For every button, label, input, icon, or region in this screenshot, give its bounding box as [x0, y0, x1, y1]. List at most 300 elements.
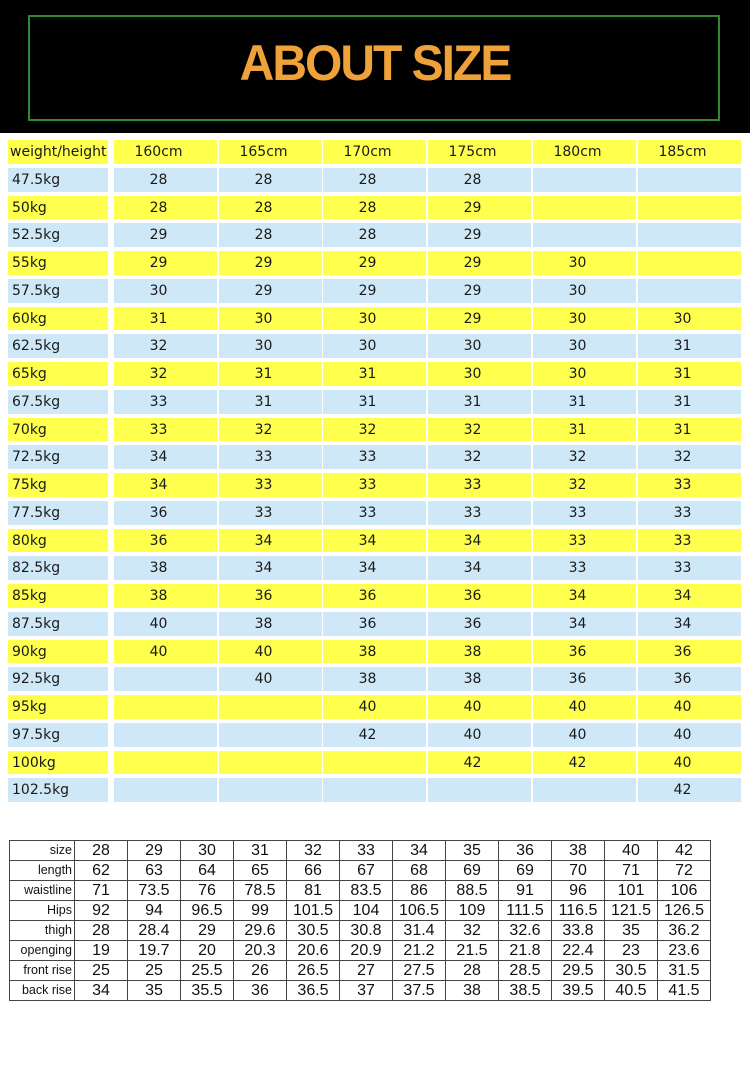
size-cell: 32 — [219, 418, 322, 442]
weight-label: 52.5kg — [8, 223, 108, 247]
size-cell — [638, 279, 741, 303]
size-cell — [533, 168, 636, 192]
size-cell — [323, 778, 426, 802]
measure-value: 33.8 — [552, 921, 605, 941]
size-cell: 34 — [533, 612, 636, 636]
table-row — [8, 418, 744, 442]
size-cell: 40 — [323, 695, 426, 719]
size-cell: 38 — [219, 612, 322, 636]
height-header: 160cm — [114, 140, 217, 164]
size-cell — [219, 695, 322, 719]
size-cell: 33 — [114, 390, 217, 414]
size-cell: 30 — [533, 279, 636, 303]
measure-value: 69 — [499, 861, 552, 881]
measure-value: 32 — [446, 921, 499, 941]
size-cell: 33 — [219, 473, 322, 497]
measure-value: 78.5 — [234, 881, 287, 901]
measure-value: 29 — [128, 841, 181, 861]
measure-value: 26 — [234, 961, 287, 981]
measure-value: 121.5 — [605, 901, 658, 921]
size-cell: 40 — [638, 751, 741, 775]
weight-label: 57.5kg — [8, 279, 108, 303]
size-cell: 29 — [428, 223, 531, 247]
table-row — [8, 279, 744, 303]
size-cell: 38 — [323, 640, 426, 664]
table-row — [8, 501, 744, 525]
measure-value: 35 — [605, 921, 658, 941]
table-row — [8, 223, 744, 247]
measure-value: 28.4 — [128, 921, 181, 941]
size-cell: 40 — [428, 723, 531, 747]
size-cell: 30 — [638, 307, 741, 331]
measure-label: waistline — [10, 881, 75, 901]
size-cell: 30 — [114, 279, 217, 303]
measure-value: 31 — [234, 841, 287, 861]
size-cell: 28 — [219, 196, 322, 220]
measure-value: 36 — [499, 841, 552, 861]
size-cell: 33 — [638, 473, 741, 497]
size-cell: 38 — [428, 640, 531, 664]
measure-value: 38 — [446, 981, 499, 1001]
measure-value: 68 — [393, 861, 446, 881]
measure-value: 27.5 — [393, 961, 446, 981]
size-cell: 36 — [428, 584, 531, 608]
size-cell: 31 — [323, 362, 426, 386]
size-cell: 36 — [428, 612, 531, 636]
size-cell: 34 — [638, 612, 741, 636]
table-row — [8, 334, 744, 358]
measure-row — [10, 921, 711, 941]
weight-label: 75kg — [8, 473, 108, 497]
size-cell: 38 — [428, 667, 531, 691]
measure-value: 39.5 — [552, 981, 605, 1001]
size-cell: 36 — [638, 667, 741, 691]
measure-value: 29 — [181, 921, 234, 941]
size-cell: 29 — [219, 251, 322, 275]
weight-label: 102.5kg — [8, 778, 108, 802]
measure-value: 62 — [75, 861, 128, 881]
size-cell: 36 — [638, 640, 741, 664]
measure-value: 116.5 — [552, 901, 605, 921]
measure-label: size — [10, 841, 75, 861]
size-cell: 36 — [114, 529, 217, 553]
measure-value: 106 — [658, 881, 711, 901]
measure-value: 92 — [75, 901, 128, 921]
measure-value: 36 — [234, 981, 287, 1001]
table-row — [8, 196, 744, 220]
measurement-table — [9, 840, 711, 1001]
weight-label: 65kg — [8, 362, 108, 386]
measure-value: 21.8 — [499, 941, 552, 961]
measure-value: 96.5 — [181, 901, 234, 921]
size-cell: 28 — [323, 168, 426, 192]
size-cell: 33 — [428, 501, 531, 525]
size-cell: 29 — [114, 251, 217, 275]
measure-value: 71 — [605, 861, 658, 881]
size-cell: 40 — [533, 695, 636, 719]
table-row — [8, 445, 744, 469]
size-cell: 30 — [323, 307, 426, 331]
size-cell — [533, 196, 636, 220]
size-cell: 36 — [114, 501, 217, 525]
size-cell: 28 — [323, 196, 426, 220]
size-cell: 33 — [638, 529, 741, 553]
measure-value: 38.5 — [499, 981, 552, 1001]
height-header: 165cm — [219, 140, 322, 164]
height-header: 180cm — [533, 140, 636, 164]
size-cell: 33 — [533, 501, 636, 525]
size-cell: 28 — [323, 223, 426, 247]
measure-value: 22.4 — [552, 941, 605, 961]
measure-value: 126.5 — [658, 901, 711, 921]
size-cell: 30 — [323, 334, 426, 358]
weight-label: 85kg — [8, 584, 108, 608]
measure-value: 70 — [552, 861, 605, 881]
size-cell — [219, 723, 322, 747]
measure-value: 33 — [340, 841, 393, 861]
table-row — [8, 778, 744, 802]
size-cell: 34 — [428, 529, 531, 553]
size-cell: 40 — [638, 723, 741, 747]
size-cell: 28 — [219, 168, 322, 192]
table-row — [8, 640, 744, 664]
size-cell: 32 — [428, 418, 531, 442]
measure-value: 94 — [128, 901, 181, 921]
measure-value: 37 — [340, 981, 393, 1001]
measure-value: 28 — [446, 961, 499, 981]
size-cell: 31 — [219, 362, 322, 386]
measure-value: 40.5 — [605, 981, 658, 1001]
size-cell — [114, 695, 217, 719]
size-cell: 31 — [533, 390, 636, 414]
measure-value: 20.6 — [287, 941, 340, 961]
measure-value: 23.6 — [658, 941, 711, 961]
size-cell: 30 — [533, 251, 636, 275]
weight-label: 55kg — [8, 251, 108, 275]
size-cell: 36 — [533, 667, 636, 691]
table-row — [8, 723, 744, 747]
measure-value: 19.7 — [128, 941, 181, 961]
size-cell: 34 — [323, 556, 426, 580]
size-cell: 38 — [114, 584, 217, 608]
size-cell — [533, 778, 636, 802]
size-cell: 36 — [533, 640, 636, 664]
size-cell: 40 — [114, 612, 217, 636]
weight-label: 60kg — [8, 307, 108, 331]
measure-label: front rise — [10, 961, 75, 981]
measure-value: 30.5 — [605, 961, 658, 981]
measure-value: 28.5 — [499, 961, 552, 981]
measure-value: 36.2 — [658, 921, 711, 941]
measure-value: 96 — [552, 881, 605, 901]
measure-value: 32.6 — [499, 921, 552, 941]
measure-value: 38 — [552, 841, 605, 861]
size-cell: 34 — [323, 529, 426, 553]
size-cell: 32 — [323, 418, 426, 442]
size-cell — [533, 223, 636, 247]
size-cell: 33 — [533, 529, 636, 553]
size-cell: 34 — [428, 556, 531, 580]
height-header: 185cm — [638, 140, 741, 164]
weight-label: 90kg — [8, 640, 108, 664]
measure-value: 28 — [75, 921, 128, 941]
size-cell: 40 — [428, 695, 531, 719]
measure-value: 104 — [340, 901, 393, 921]
size-cell: 30 — [428, 334, 531, 358]
measure-value: 21.5 — [446, 941, 499, 961]
size-cell: 42 — [533, 751, 636, 775]
size-cell: 33 — [533, 556, 636, 580]
measure-value: 30.5 — [287, 921, 340, 941]
size-cell: 40 — [114, 640, 217, 664]
measure-value: 35 — [128, 981, 181, 1001]
size-cell: 31 — [533, 418, 636, 442]
size-cell: 33 — [219, 501, 322, 525]
size-cell: 34 — [114, 473, 217, 497]
measure-value: 41.5 — [658, 981, 711, 1001]
measure-value: 19 — [75, 941, 128, 961]
weight-label: 82.5kg — [8, 556, 108, 580]
size-cell: 38 — [323, 667, 426, 691]
measure-value: 20.9 — [340, 941, 393, 961]
weight-label: 50kg — [8, 196, 108, 220]
size-cell — [114, 751, 217, 775]
table-row — [8, 695, 744, 719]
size-cell: 29 — [428, 196, 531, 220]
weight-label: 77.5kg — [8, 501, 108, 525]
size-cell: 28 — [219, 223, 322, 247]
size-cell: 36 — [323, 612, 426, 636]
size-cell: 32 — [533, 445, 636, 469]
measure-value: 101.5 — [287, 901, 340, 921]
size-cell: 34 — [638, 584, 741, 608]
measure-value: 69 — [446, 861, 499, 881]
page-title: ABOUT SIZE — [239, 35, 511, 92]
weight-label: 62.5kg — [8, 334, 108, 358]
size-cell: 31 — [114, 307, 217, 331]
weight-label: 80kg — [8, 529, 108, 553]
size-cell: 33 — [323, 501, 426, 525]
measure-value: 63 — [128, 861, 181, 881]
measure-value: 30 — [181, 841, 234, 861]
measure-label: thigh — [10, 921, 75, 941]
measure-value: 66 — [287, 861, 340, 881]
measure-value: 64 — [181, 861, 234, 881]
size-cell: 33 — [638, 556, 741, 580]
size-cell: 33 — [219, 445, 322, 469]
table-row — [8, 612, 744, 636]
size-cell: 31 — [323, 390, 426, 414]
table-row — [8, 390, 744, 414]
measure-value: 21.2 — [393, 941, 446, 961]
measure-value: 99 — [234, 901, 287, 921]
table-row — [8, 751, 744, 775]
measure-value: 20.3 — [234, 941, 287, 961]
size-cell: 40 — [219, 667, 322, 691]
table-header-row — [8, 140, 744, 164]
size-cell: 31 — [428, 390, 531, 414]
size-cell: 30 — [219, 307, 322, 331]
weight-label: 97.5kg — [8, 723, 108, 747]
measure-label: length — [10, 861, 75, 881]
size-cell: 34 — [114, 445, 217, 469]
measure-value: 40 — [605, 841, 658, 861]
size-cell: 33 — [638, 501, 741, 525]
size-cell: 31 — [219, 390, 322, 414]
size-cell — [323, 751, 426, 775]
size-cell: 31 — [638, 362, 741, 386]
measure-value: 81 — [287, 881, 340, 901]
size-cell: 30 — [533, 334, 636, 358]
size-cell: 28 — [114, 168, 217, 192]
measure-value: 76 — [181, 881, 234, 901]
size-cell: 34 — [219, 556, 322, 580]
measure-value: 106.5 — [393, 901, 446, 921]
size-cell: 40 — [219, 640, 322, 664]
measure-value: 86 — [393, 881, 446, 901]
measure-value: 31.4 — [393, 921, 446, 941]
size-cell: 30 — [428, 362, 531, 386]
size-cell — [638, 223, 741, 247]
size-cell — [219, 751, 322, 775]
weight-label: 72.5kg — [8, 445, 108, 469]
size-cell: 36 — [323, 584, 426, 608]
size-cell — [219, 778, 322, 802]
weight-label: 67.5kg — [8, 390, 108, 414]
measure-value: 20 — [181, 941, 234, 961]
measure-value: 28 — [75, 841, 128, 861]
measure-value: 34 — [393, 841, 446, 861]
size-cell: 33 — [323, 445, 426, 469]
size-cell: 31 — [638, 334, 741, 358]
measure-value: 65 — [234, 861, 287, 881]
table-row — [8, 556, 744, 580]
measure-value: 109 — [446, 901, 499, 921]
measure-value: 34 — [75, 981, 128, 1001]
measure-value: 42 — [658, 841, 711, 861]
size-cell: 33 — [114, 418, 217, 442]
size-cell — [638, 196, 741, 220]
measure-value: 35.5 — [181, 981, 234, 1001]
measure-value: 73.5 — [128, 881, 181, 901]
size-cell: 29 — [428, 251, 531, 275]
measure-value: 26.5 — [287, 961, 340, 981]
size-cell — [114, 723, 217, 747]
height-header: 175cm — [428, 140, 531, 164]
measure-label: Hips — [10, 901, 75, 921]
measure-value: 35 — [446, 841, 499, 861]
measure-value: 111.5 — [499, 901, 552, 921]
size-cell: 32 — [114, 362, 217, 386]
size-cell: 33 — [323, 473, 426, 497]
size-cell: 31 — [638, 390, 741, 414]
size-cell: 40 — [533, 723, 636, 747]
size-cell: 36 — [219, 584, 322, 608]
size-cell: 33 — [428, 473, 531, 497]
measure-value: 91 — [499, 881, 552, 901]
size-cell: 32 — [638, 445, 741, 469]
size-cell: 42 — [638, 778, 741, 802]
weight-height-size-table — [8, 140, 744, 806]
size-cell — [428, 778, 531, 802]
size-cell — [114, 778, 217, 802]
measure-value: 67 — [340, 861, 393, 881]
table-row — [8, 168, 744, 192]
size-cell: 29 — [428, 307, 531, 331]
size-cell: 38 — [114, 556, 217, 580]
size-cell: 40 — [638, 695, 741, 719]
measure-value: 71 — [75, 881, 128, 901]
measure-label: openging — [10, 941, 75, 961]
size-cell: 34 — [533, 584, 636, 608]
measure-row — [10, 901, 711, 921]
weight-label: 95kg — [8, 695, 108, 719]
weight-label: 87.5kg — [8, 612, 108, 636]
size-cell — [638, 251, 741, 275]
size-cell: 30 — [533, 307, 636, 331]
measure-value: 23 — [605, 941, 658, 961]
size-cell: 31 — [638, 418, 741, 442]
weight-label: 47.5kg — [8, 168, 108, 192]
size-cell: 30 — [219, 334, 322, 358]
measure-value: 29.5 — [552, 961, 605, 981]
table-row — [8, 473, 744, 497]
size-cell: 42 — [428, 751, 531, 775]
size-cell: 29 — [219, 279, 322, 303]
size-cell: 29 — [323, 279, 426, 303]
weight-label: 100kg — [8, 751, 108, 775]
measure-row — [10, 961, 711, 981]
size-cell: 28 — [114, 196, 217, 220]
header-label: weight/height — [8, 140, 108, 164]
measure-value: 25 — [75, 961, 128, 981]
size-cell: 29 — [114, 223, 217, 247]
table-row — [8, 584, 744, 608]
header-banner — [0, 0, 750, 133]
table-row — [8, 307, 744, 331]
measure-value: 83.5 — [340, 881, 393, 901]
table-row — [8, 667, 744, 691]
size-cell: 34 — [219, 529, 322, 553]
measure-value: 25.5 — [181, 961, 234, 981]
table-row — [8, 251, 744, 275]
size-cell: 28 — [428, 168, 531, 192]
measure-value: 72 — [658, 861, 711, 881]
size-cell: 30 — [533, 362, 636, 386]
size-cell: 42 — [323, 723, 426, 747]
measure-value: 88.5 — [446, 881, 499, 901]
measure-value: 29.6 — [234, 921, 287, 941]
size-cell: 32 — [428, 445, 531, 469]
table-row — [8, 529, 744, 553]
size-cell — [114, 667, 217, 691]
size-cell: 29 — [428, 279, 531, 303]
measure-value: 27 — [340, 961, 393, 981]
height-header: 170cm — [323, 140, 426, 164]
weight-label: 70kg — [8, 418, 108, 442]
measure-row — [10, 841, 711, 861]
measure-row — [10, 981, 711, 1001]
measure-value: 32 — [287, 841, 340, 861]
size-cell: 32 — [114, 334, 217, 358]
measure-row — [10, 881, 711, 901]
measure-value: 36.5 — [287, 981, 340, 1001]
size-cell: 29 — [323, 251, 426, 275]
measure-value: 25 — [128, 961, 181, 981]
weight-label: 92.5kg — [8, 667, 108, 691]
measure-value: 30.8 — [340, 921, 393, 941]
measure-row — [10, 941, 711, 961]
